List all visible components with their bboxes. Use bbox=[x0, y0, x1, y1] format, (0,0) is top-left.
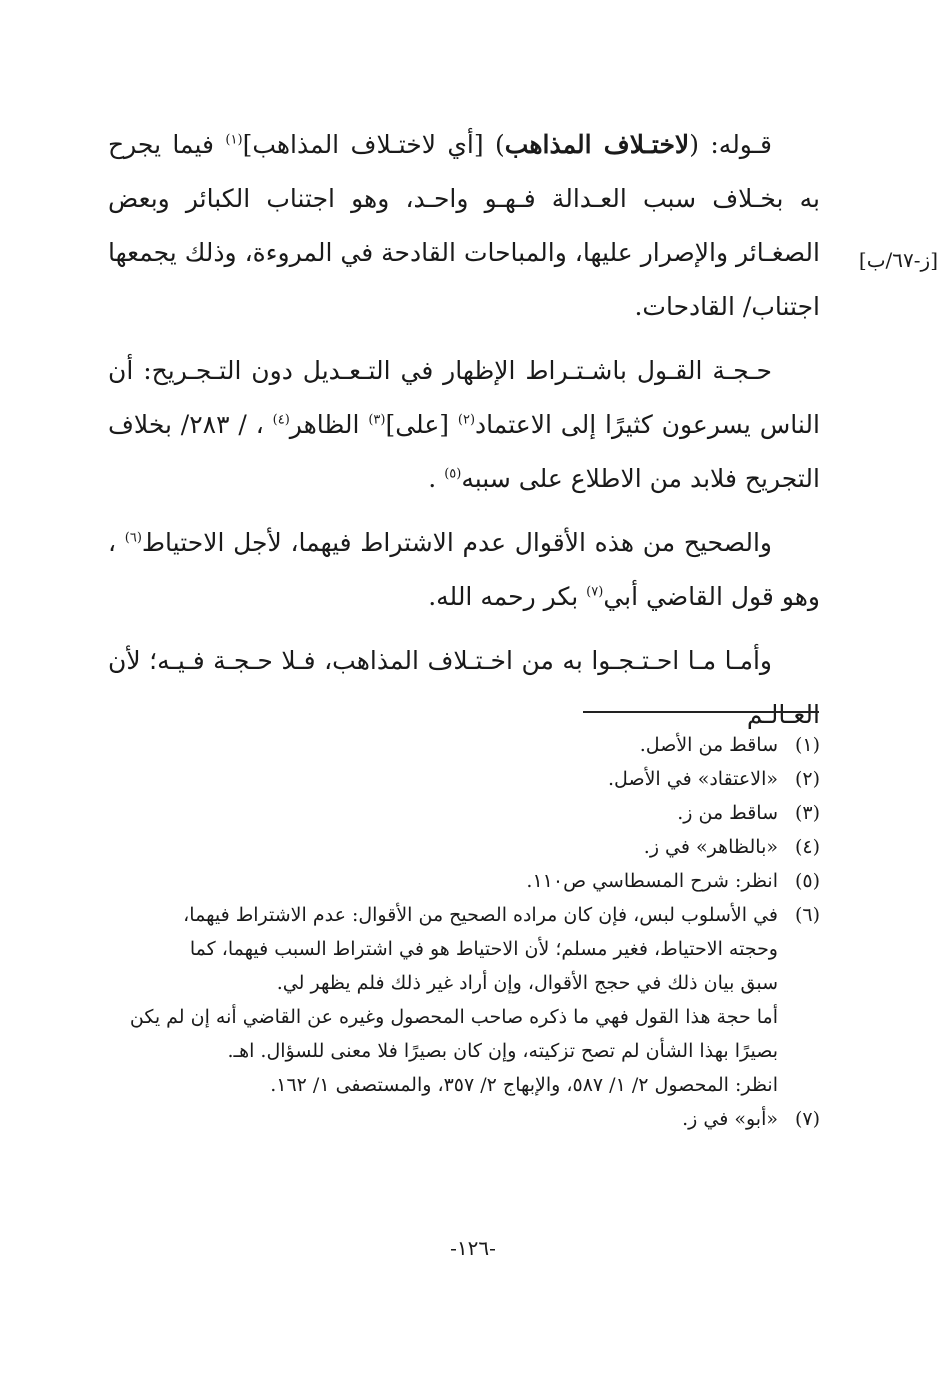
p3-part3: بكر رحمه الله. bbox=[428, 582, 587, 611]
footnote-ref-3[interactable]: (٣) bbox=[368, 412, 386, 428]
footnote-line: ساقط من الأصل. bbox=[639, 734, 778, 756]
p2-part1: حـجـة القـول باشـتـراط الإظهار في التـعـديل دون التـجـريح: أن الناس يسرعون كثيرًا إلى الاعتماد bbox=[108, 356, 820, 439]
paragraph-1 bbox=[108, 118, 820, 334]
footnote-line: «الاعتقاد» في الأصل. bbox=[608, 768, 778, 790]
p1-bold-term: لاختـلاف المذاهب bbox=[504, 130, 690, 159]
footnote-4 bbox=[108, 830, 820, 864]
footnote-2 bbox=[108, 762, 820, 796]
footnote-line: في الأسلوب لبس، فإن كان مراده الصحيح من الأقوال: عدم الاشتراط فيهما، bbox=[183, 904, 778, 926]
footnote-separator bbox=[583, 711, 819, 713]
footnote-6 bbox=[108, 898, 820, 1102]
footnote-text bbox=[108, 1102, 778, 1136]
paragraph-3 bbox=[108, 516, 820, 624]
footnote-5 bbox=[108, 864, 820, 898]
footnote-number: (٤) bbox=[794, 836, 820, 858]
footnotes-section bbox=[108, 728, 820, 1136]
footnote-3 bbox=[108, 796, 820, 830]
footnote-text bbox=[108, 796, 778, 830]
footnote-ref-2[interactable]: (٢) bbox=[457, 412, 476, 428]
footnote-number: (٧) bbox=[794, 1108, 820, 1130]
footnote-line: «بالظاهر» في ز. bbox=[643, 836, 778, 858]
p1-rest: فيما يجرح به بخـلاف سبب العـدالة فـهـو واحـد، وهو اجتناب الكبائر وبعض الصغـائر والإصرار عليها، والمباحات القادحة في المروءة، وذلك يجمعها اجتناب/ القادحات. bbox=[108, 130, 820, 321]
p2-part3: الظاهر bbox=[289, 410, 369, 439]
paragraph-4: وأمـا مـا احـتـجـوا به من اخـتـلاف المذاهب، فـلا حـجـة فـيـه؛ لأن العـالـم bbox=[108, 646, 820, 729]
p3-part2: ، وهو قول القاضي أبي bbox=[108, 528, 820, 611]
footnote-number: (٦) bbox=[794, 904, 820, 926]
footnote-ref-4[interactable]: (٤) bbox=[272, 412, 290, 428]
footnote-7 bbox=[108, 1102, 820, 1136]
p1-intro: قـوله: ( bbox=[689, 130, 772, 159]
footnote-ref-1[interactable]: (١) bbox=[225, 132, 243, 148]
footnote-text bbox=[108, 864, 778, 898]
footnote-ref-5[interactable]: (٥) bbox=[444, 466, 462, 482]
p1-after-bold: ) [أي لاختـلاف المذاهب] bbox=[242, 130, 505, 159]
p3-part1: والصحيح من هذه الأقوال عدم الاشتراط فيهما، لأجل الاحتياط bbox=[141, 528, 773, 557]
footnote-text bbox=[108, 762, 778, 796]
footnote-line: سبق بيان ذلك في حجج الأقوال، وإن أراد غير ذلك فلم يظهر لي. bbox=[276, 972, 778, 994]
footnote-line: انظر: شرح المسطاسي ص١١٠. bbox=[526, 870, 778, 892]
footnote-line: وحجته الاحتياط، فغير مسلم؛ لأن الاحتياط هو في اشتراط السبب فيهما، كما bbox=[189, 938, 778, 960]
footnote-number: (٣) bbox=[794, 802, 820, 824]
page-number: -١٢٦- bbox=[450, 1236, 496, 1260]
footnote-line: انظر: المحصول ٢/ ١/ ٥٨٧، والإبهاج ٢/ ٣٥٧، والمستصفى ١/ ١٦٢. bbox=[270, 1074, 778, 1096]
p2-part2: [على] bbox=[385, 410, 458, 439]
paragraph-2 bbox=[108, 344, 820, 506]
footnote-text bbox=[108, 898, 778, 1102]
footnote-line: «أبو» في ز. bbox=[682, 1108, 778, 1130]
manuscript-margin-reference: [ز-٦٧/ب] bbox=[858, 248, 938, 272]
footnote-line: ساقط من ز. bbox=[677, 802, 778, 824]
p2-part5: . bbox=[428, 464, 445, 493]
main-text bbox=[108, 118, 820, 752]
p2-part4: ، / ٢٨٣/ بخلاف التجريح فلابد من الاطلاع على سببه bbox=[108, 410, 820, 493]
footnote-number: (١) bbox=[794, 734, 820, 756]
footnote-number: (٢) bbox=[794, 768, 820, 790]
footnote-ref-6[interactable]: (٦) bbox=[124, 530, 142, 546]
footnote-text bbox=[108, 830, 778, 864]
footnote-number: (٥) bbox=[794, 870, 820, 892]
footnote-ref-7[interactable]: (٧) bbox=[586, 584, 604, 600]
footnote-text bbox=[108, 728, 778, 762]
footnote-line: أما حجة هذا القول فهي ما ذكره صاحب المحصول وغيره عن القاضي أنه إن لم يكن bbox=[129, 1006, 778, 1028]
footnote-line: بصيرًا بهذا الشأن لم تصح تزكيته، وإن كان بصيرًا فلا معنى للسؤال. اهـ. bbox=[227, 1040, 778, 1062]
footnote-1 bbox=[108, 728, 820, 762]
